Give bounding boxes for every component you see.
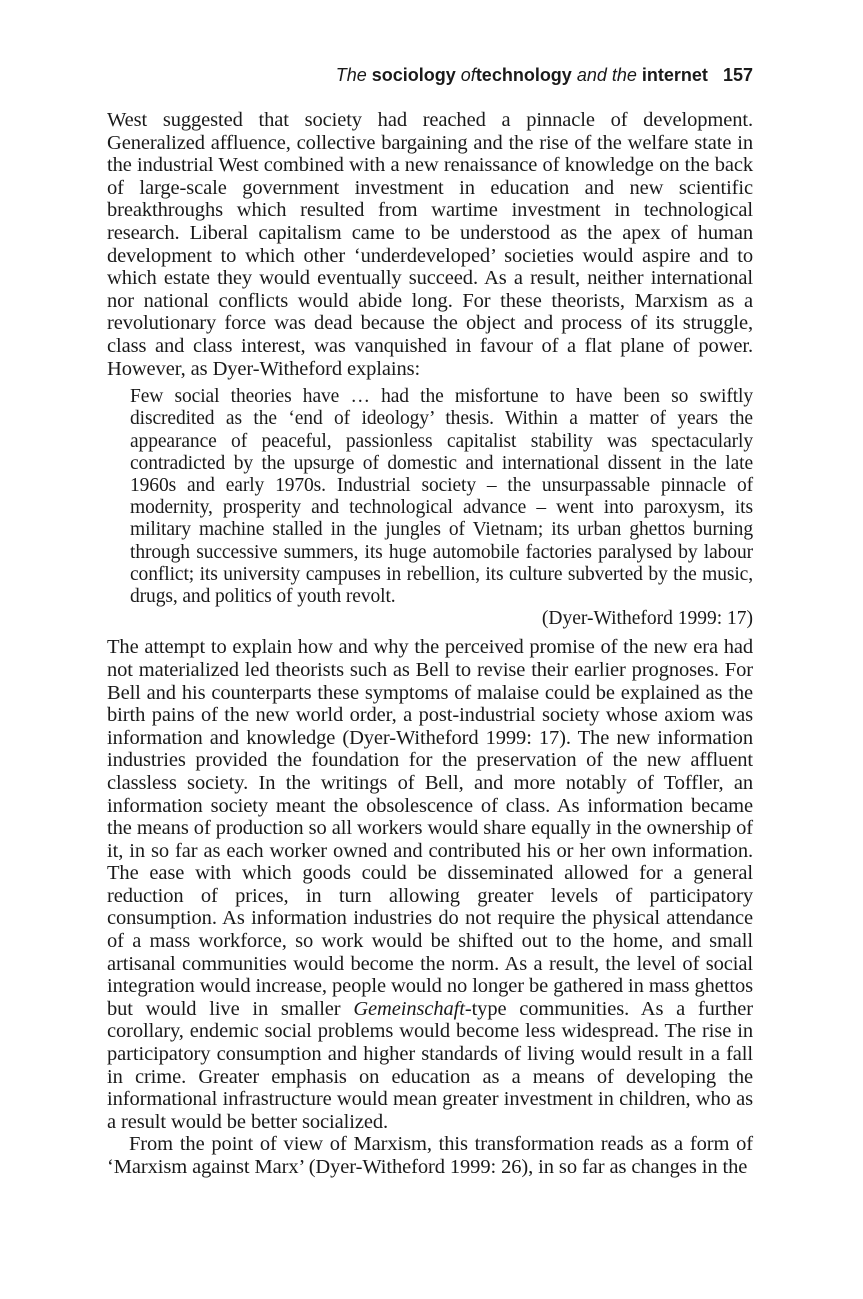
paragraph-2-italic-term: Gemeinschaft [353,997,465,1020]
running-head-the: The [335,65,367,85]
paragraph-2 [107,636,753,1133]
running-head-sociology: sociology [371,65,456,85]
block-quote-text: Few social theories have … had the misfortune to have been so swiftly discredited as the ‘end of ideology’ thesis. Within a matter of years the appearance of peaceful, passionless capitalist stability was spectacularly contradicted by the upsurge of domestic and international dissent in the late 1960s and early 1970s. Industrial society – the unsurpassable pinnacle of modernity, prosperity and technological advance – went into paroxysm, its military machine stalled in the jungles of Vietnam; its urban ghettos burning through successive summers, its huge automobile factories paralysed by labour conflict; its university campuses in rebellion, its culture subverted by the music, drugs, and politics of youth revolt. [130,386,753,607]
running-head [107,62,753,88]
paragraph-1: West suggested that society had reached a pinnacle of development. Generalized affluence, collective bargaining and the rise of the welfare state in the industrial West combined with a new renaissance of knowledge on the back of large-scale government investment in education and new scientific breakthroughs which resulted from wartime investment in technological research. Liberal capitalism came to be understood as the apex of human development to which other ‘underdeveloped’ societies would aspire and to which estate they would eventually succeed. As a result, neither international nor national conflicts would abide long. For these theorists, Marxism as a revolutionary force was dead because the object and process of its struggle, class and class interest, was vanquished in favour of a flat plane of power. However, as Dyer-Witheford explains: [107,109,753,380]
paragraph-2-part-1: The attempt to explain how and why the perceived promise of the new era had not materialized led theorists such as Bell to revise their earlier prognoses. For Bell and his counterparts these symptoms of malaise could be explained as the birth pains of the new world order, a post-industrial society whose axiom was information and knowledge (Dyer-Witheford 1999: 17). The new information industries provided the foundation for the preservation of the new affluent classless society. In the writings of Bell, and more notably of Toffler, an information society meant the obsolescence of class. As information became the means of production so all workers would share equally in the ownership of it, in so far as each worker owned and contributed his or her own information. The ease with which goods could be disseminated allowed for a general reduction of prices, in turn allowing greater levels of participatory consumption. As information industries do not require the physical attendance of a mass workforce, so work would be shifted out to the home, and small artisanal communities would become the norm. As a result, the level of social integration would increase, people would no longer be gathered in mass ghettos but would live in smaller [107,636,753,1020]
paragraph-3: From the point of view of Marxism, this transformation reads as a form of ‘Marxism against Marx’ (Dyer-Witheford 1999: 26), in so far as changes in the [107,1133,753,1179]
running-head-internet: internet [641,65,708,85]
page-number: 157 [722,65,753,85]
running-head-and-the: and the [576,65,637,85]
running-head-technology: technology [475,65,572,85]
block-quote [130,386,753,630]
block-quote-citation: (Dyer-Witheford 1999: 17) [541,608,753,630]
paragraph-2-part-2: -type communities. As a further corollary, endemic social problems would become less widespread. The rise in participatory consumption and higher standards of living would result in a fall in crime. Greater emphasis on education as a means of developing the informational infrastructure would mean greater investment in children, who as a result would be better socialized. [107,997,753,1133]
book-page [107,62,753,1179]
running-head-of: of [460,65,476,85]
